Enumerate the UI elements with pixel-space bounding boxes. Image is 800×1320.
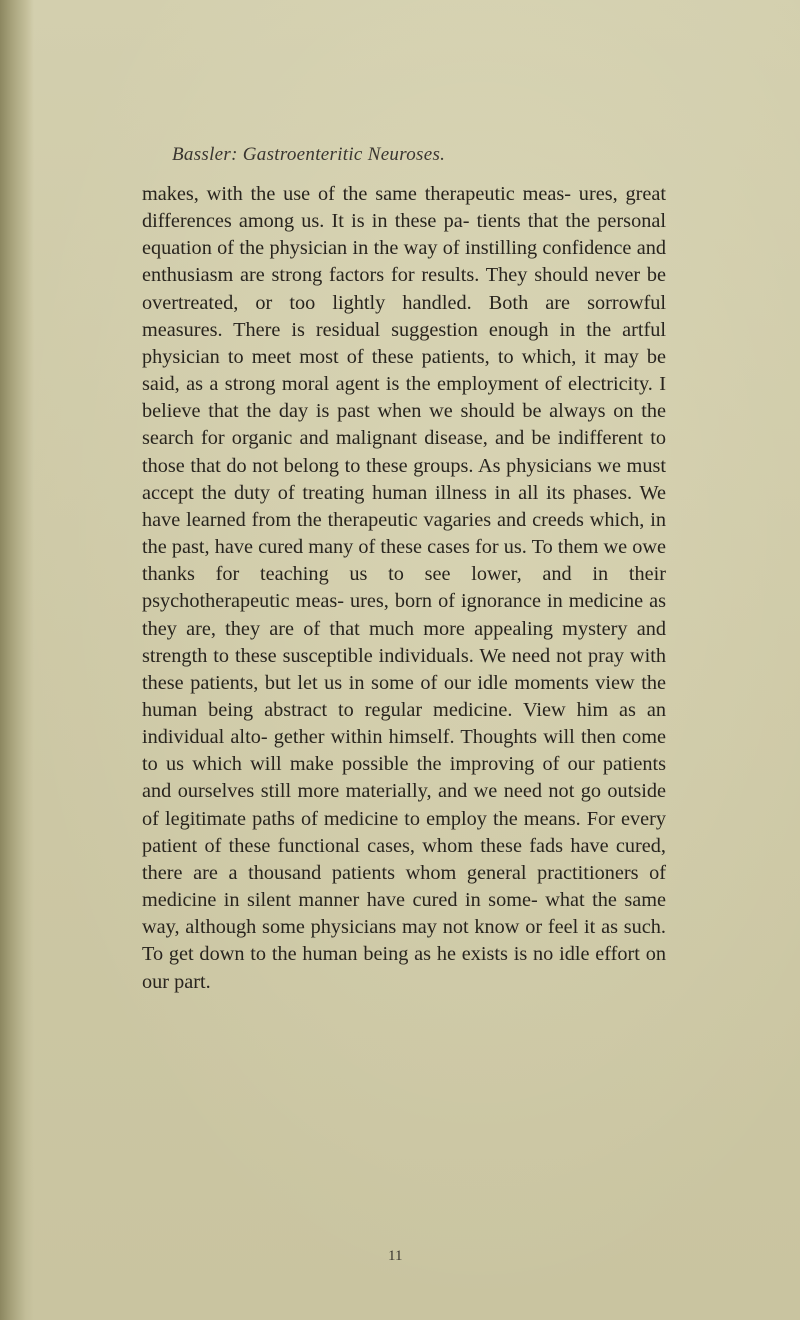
page-number: 11 bbox=[388, 1248, 403, 1264]
body-paragraph: makes, with the use of the same therapeutic meas- ures, great differences among us. It is in these pa- tients that the personal equation of the physician in the way of instilling confidence and enthusiasm are strong factors for results. They should never be overtreated, or too lightly handled. Both are sorrowful measures. There is residual suggestion enough in the artful physician to meet most of these patients, to which, it may be said, as a strong moral agent is the employment of electricity. I believe that the day is past when we should be always on the search for organic and malignant disease, and be indifferent to those that do not belong to these groups. As physicians we must accept the duty of treating human illness in all its phases. We have learned from the therapeutic vagaries and creeds which, in the past, have cured many of these cases for us. To them we owe thanks for teaching us to see lower, and in their psychotherapeutic meas- ures, born of ignorance in medicine as they are, they are of that much more appealing mystery and strength to these susceptible individuals. We need not pray with these patients, but let us in some of our idle moments view the human being abstract to regular medicine. View him as an individual alto- gether within himself. Thoughts will then come to us which will make possible the improving of our patients and ourselves still more materially, and we need not go outside of legitimate paths of medicine to employ the means. For every patient of these functional cases, whom these fads have cured, there are a thousand patients whom general practitioners of medicine in silent manner have cured in some- what the same way, although some physicians may not know or feel it as such. To get down to the human being as he exists is no idle effort on our part. bbox=[142, 183, 666, 993]
page-binding-shadow bbox=[0, 0, 34, 1320]
running-head: Bassler: Gastroenteritic Neuroses. bbox=[172, 144, 446, 165]
